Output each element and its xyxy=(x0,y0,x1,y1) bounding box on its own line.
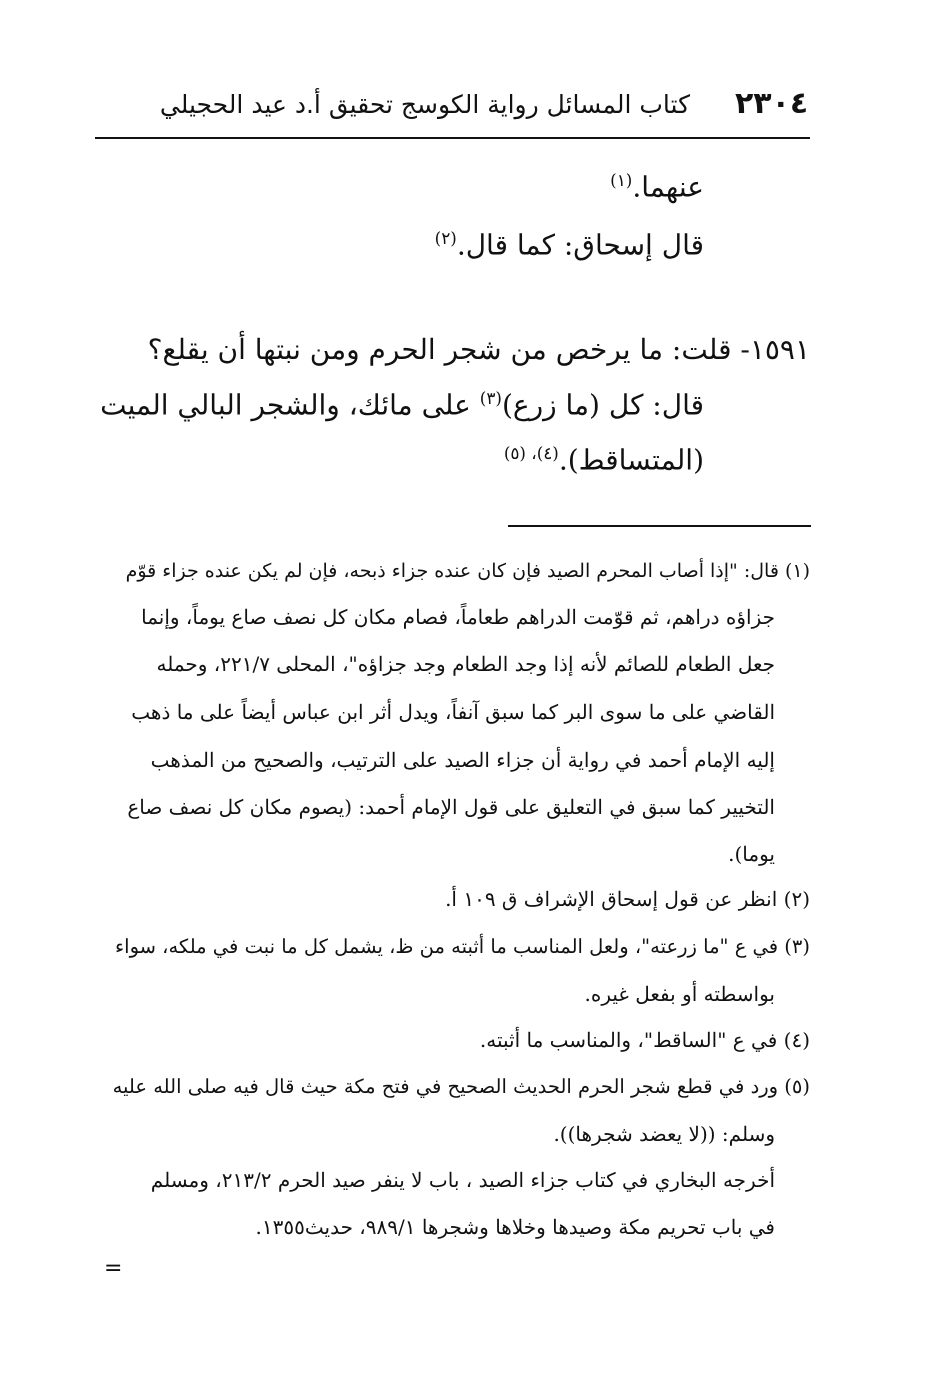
body-line-2 xyxy=(435,228,704,261)
page-header xyxy=(95,88,810,132)
answer-line-2 xyxy=(504,443,704,476)
page-number: ٢٣٠٤ xyxy=(735,86,809,121)
footnote-5-line: في باب تحريم مكة وصيدها وخلاها وشجرها ٩٨٩/١، حديث١٣٥٥. xyxy=(255,1215,775,1239)
body-text: قال إسحاق: كما قال. xyxy=(456,228,704,262)
answer-line-1 xyxy=(100,388,704,421)
footnote-ref-2: (٢) xyxy=(434,228,457,248)
footnote-1-line: التخيير كما سبق في التعليق على قول الإمام أحمد: (يصوم مكان كل نصف صاع xyxy=(127,795,775,819)
footnote-ref-1: (١) xyxy=(610,170,633,190)
body-text: قال: كل (ما زرع) xyxy=(501,388,704,422)
body-line-1 xyxy=(610,170,704,203)
footnote-4: (٤) في ع "الساقط"، والمناسب ما أثبته. xyxy=(479,1028,810,1052)
continuation-mark: = xyxy=(104,1256,123,1281)
footnote-2: (٢) انظر عن قول إسحاق الإشراف ق ١٠٩ أ. xyxy=(445,887,810,911)
body-text: عنهما. xyxy=(632,170,704,204)
footnote-ref-4-5: (٤)، (٥) xyxy=(503,443,559,463)
footnote-5-line: (٥) ورد في قطع شجر الحرم الحديث الصحيح في فتح مكة حيث قال فيه صلى الله عليه xyxy=(112,1075,810,1098)
footnote-1-line: جزاؤه دراهم، ثم قوّمت الدراهم طعاماً، فصام مكان كل نصف صاع يوماً، وإنما xyxy=(141,605,775,629)
footnote-1-line: القاضي على ما سوى البر كما سبق آنفاً، ويدل أثر ابن عباس أيضاً على ما ذهب xyxy=(131,700,775,724)
footnote-1-line: جعل الطعام للصائم لأنه إذا وجد الطعام وجد جزاؤه"، المحلى ٢٢١/٧، وحمله xyxy=(156,652,775,676)
footnote-5-line: وسلم: ((لا يعضد شجرها)). xyxy=(553,1122,775,1146)
footnote-1-line: (١) قال: "إذا أصاب المحرم الصيد فإن كان عنده جزاء ذبحه، فإن لم يكن عنده جزاء قوّم xyxy=(125,560,810,582)
footnote-5-line: أخرجه البخاري في كتاب جزاء الصيد ، باب لا ينفر صيد الحرم ٢١٣/٢، ومسلم xyxy=(150,1168,775,1192)
question-1591: ١٥٩١- قلت: ما يرخص من شجر الحرم ومن نبتها أن يقلع؟ xyxy=(147,333,810,366)
header-rule xyxy=(95,137,810,139)
footnote-1-line: يوما). xyxy=(728,842,775,866)
footnote-3-line: بواسطته أو بفعل غيره. xyxy=(584,982,775,1006)
footnote-ref-3: (٣) xyxy=(479,388,502,408)
footnote-1-line: إليه الإمام أحمد في رواية أن جزاء الصيد على الترتيب، والصحيح من المذهب xyxy=(150,748,775,772)
body-text: على مائك، والشجر البالي الميت xyxy=(100,388,480,422)
footnote-3-line: (٣) في ع "ما زرعته"، ولعل المناسب ما أثبته من ظ، يشمل كل ما نبت في ملكه، سواء xyxy=(114,935,810,958)
footnote-separator xyxy=(508,525,811,527)
body-text: (المتساقط). xyxy=(558,443,704,477)
running-title: كتاب المسائل رواية الكوسج تحقيق أ.د عيد الحجيلي xyxy=(159,90,690,119)
